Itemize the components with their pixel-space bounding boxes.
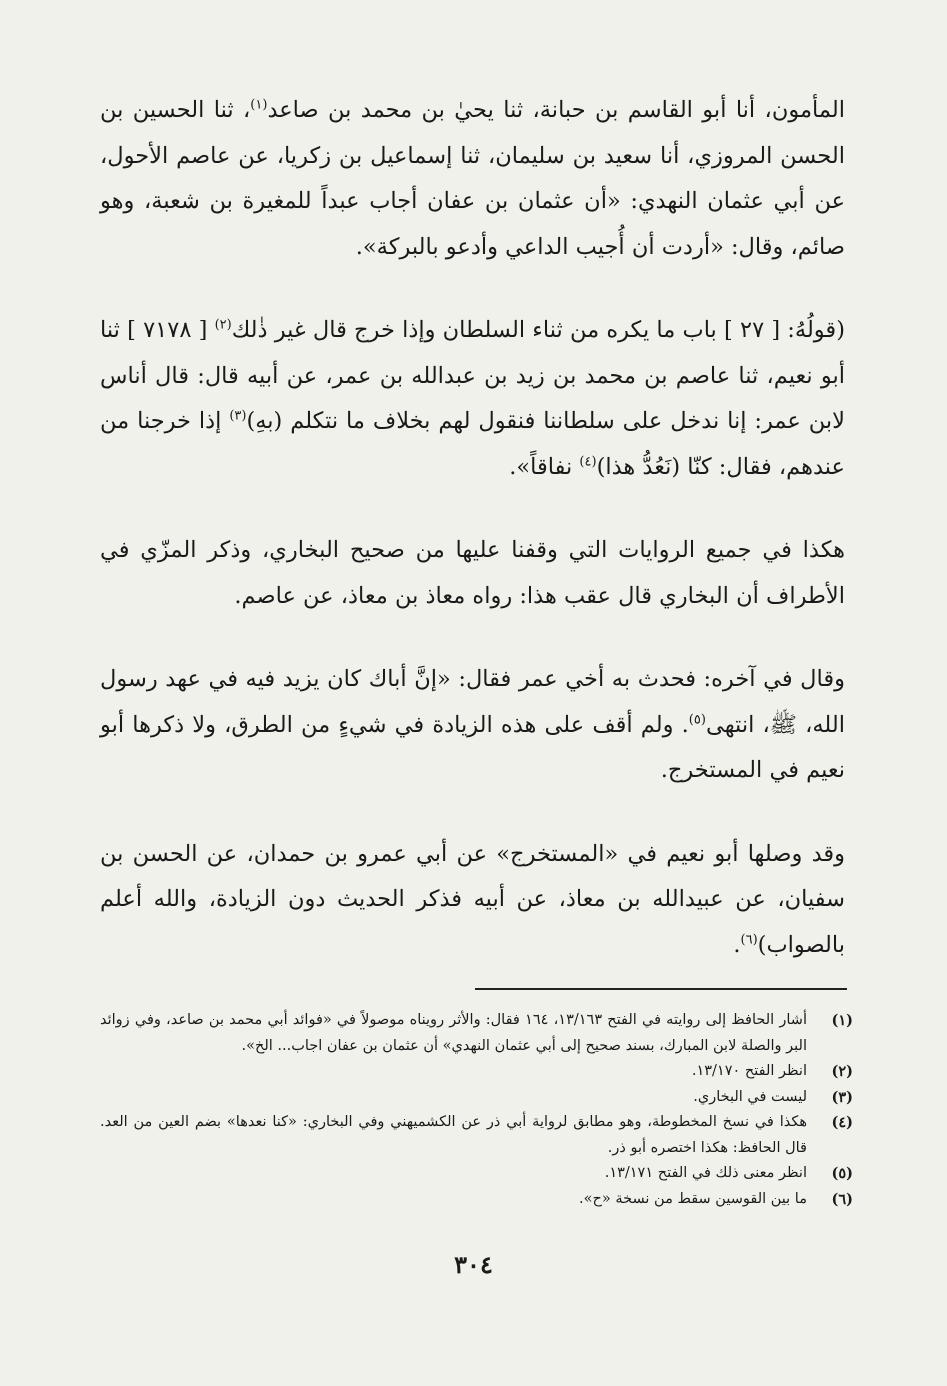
paragraph-2-text-d: نفاقاً». — [509, 453, 580, 480]
footnote-number: (٤) — [831, 1114, 853, 1131]
footnote-number: (٢) — [831, 1063, 853, 1080]
footnote-3 — [100, 1085, 853, 1111]
footnote-text: ليست في البخاري. — [693, 1088, 807, 1105]
footnote-number: (٣) — [831, 1088, 853, 1106]
footnote-text: ما بين القوسين سقط من نسخة «ح». — [579, 1190, 807, 1207]
footnote-number: (١) — [831, 1012, 853, 1029]
footnote-ref-2[interactable]: (٢) — [214, 317, 232, 333]
footnote-ref-3[interactable]: (٣) — [229, 408, 247, 424]
footnote-1 — [100, 1008, 853, 1059]
footnote-number: (٦) — [831, 1190, 853, 1208]
paragraph-1-text-a: المأمون، أنا أبو القاسم بن حبانة، ثنا يحيٰ بن محمد بن صاعد — [267, 97, 845, 123]
paragraph-2 — [100, 308, 845, 490]
page-number: ٣٠٤ — [454, 1250, 493, 1279]
footnote-5 — [100, 1161, 853, 1187]
footnotes-section — [100, 1008, 853, 1212]
footnote-text: انظر معنى ذلك في الفتح ١٣/١٧١. — [604, 1165, 807, 1181]
paragraph-5 — [100, 832, 845, 969]
footnote-number: (٥) — [831, 1165, 853, 1182]
footnote-4 — [100, 1110, 853, 1161]
paragraph-5-text-a: وقد وصلها أبو نعيم في «المستخرج» عن أبي عمرو بن حمدان، عن الحسن بن سفيان، عن عبيدالله بن معاذ، عن أبيه فذكر الحديث دون الزيادة، والله أعلم بالصواب) — [100, 840, 845, 958]
footnote-ref-6[interactable]: (٦) — [740, 932, 758, 947]
paragraph-2-text-c: إذا خرجنا من عندهم، فقال: كنّا (نَعُدُّ هذا) — [100, 408, 845, 480]
footnote-ref-4[interactable]: (٤) — [579, 454, 597, 469]
paragraph-1-text-b: ، ثنا الحسين بن الحسن المروزي، أنا سعيد بن سليمان، ثنا إسماعيل بن زكريا، عن عاصم الأحول، عن أبي عثمان النهدي: «أن عثمان بن عفان أجاب عبداً للمغيرة بن شعبة، وهو صائم، وقال: «أردت أن أُجيب الداعي وأدعو بالبركة». — [100, 97, 845, 260]
paragraph-2-text-b: [ ٧١٧٨ ] ثنا أبو نعيم، ثنا عاصم بن محمد بن زيد بن عبدالله بن عمر، عن أبيه قال: قال أناس لابن عمر: إنا ندخل على سلطاننا فنقول لهم بخلاف ما نتكلم (بهِ) — [100, 317, 845, 434]
footnote-2 — [100, 1059, 853, 1085]
footnote-ref-1[interactable]: (١) — [250, 97, 268, 113]
paragraph-2-text-a: (قولُهُ: [ ٢٧ ] باب ما يكره من ثناء السلطان وإذا خرج قال غير ذٰلك — [231, 317, 845, 343]
footnote-text: أشار الحافظ إلى روايته في الفتح ١٣/١٦٣، ١٦٤ فقال: والأثر رويناه موصولاً في «فوائد أبي محمد بن صاعد، وفي زوائد البر والصلة لابن المبارك، بسند صحيح إلى أبي عثمان النهدي» أن عثمان بن عفان اجاب... الخ». — [100, 1012, 807, 1054]
paragraph-3: هكذا في جميع الروايات التي وقفنا عليها من صحيح البخاري، وذكر المزّي في الأطراف أن البخاري قال عقب هذا: رواه معاذ بن معاذ، عن عاصم. — [100, 537, 845, 609]
paragraph-4 — [100, 657, 845, 794]
paragraph-1 — [100, 88, 845, 270]
paragraph-5-text-b: . — [733, 931, 741, 958]
footnote-divider — [475, 988, 847, 990]
footnote-ref-5[interactable]: (٥) — [688, 712, 706, 727]
footnote-6 — [100, 1187, 853, 1213]
footnote-text: انظر الفتح ١٣/١٧٠. — [691, 1063, 807, 1079]
paragraph-4-text-a: وقال في آخره: فحدث به أخي عمر فقال: «إنَّ أباك كان يزيد فيه في عهد رسول الله، ﷺ، انتهى — [100, 666, 845, 738]
footnote-text: هكذا في نسخ المخطوطة، وهو مطابق لرواية أبي ذر عن الكشميهني وفي البخاري: «كنا نعدها» بضم العين من العد. قال الحافظ: هكذا اختصره أبو ذر. — [100, 1114, 807, 1156]
paragraph-4-text-b: . ولم أقف على هذه الزيادة في شيءٍ من الطرق، ولا ذكرها أبو نعيم في المستخرج. — [100, 711, 845, 783]
